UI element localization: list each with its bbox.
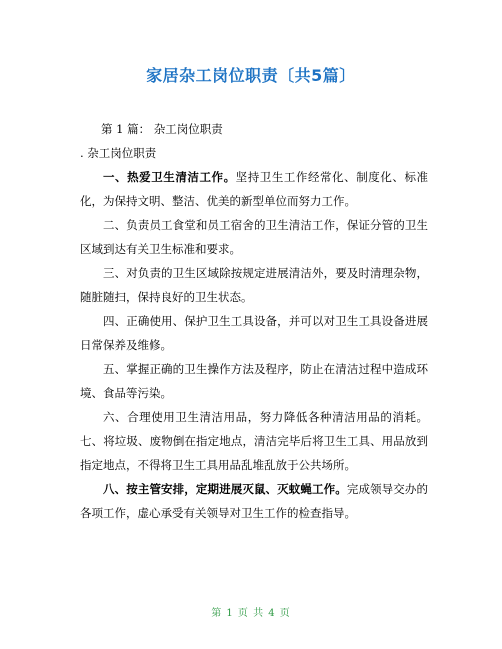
paragraph-6 <box>80 405 428 477</box>
paragraph-5-text: 五、掌握正确的卫生操作方法及程序，防止在清洁过程中造成环境、食品等污染。 <box>80 362 428 400</box>
paragraph-4 <box>80 309 428 357</box>
section-heading: 第 1 篇： 杂工岗位职责 <box>101 122 223 136</box>
paragraph-1-bold: 一、热爱卫生清洁工作。 <box>103 170 236 184</box>
document-title: 家居杂工岗位职责〔共5篇〕 <box>146 66 356 85</box>
paragraph-7-bold: 八、按主管安排，定期进展灭鼠、灭蚊蝇工作。 <box>103 482 347 496</box>
paragraph-4-text: 四、正确使用、保护卫生工具设备，并可以对卫生工具设备进展日常保养及维修。 <box>80 314 428 352</box>
paragraph-1-text: 坚持卫生工作经常化、制度化、标准化，为保持文明、整洁、优美的新型单位而努力工作。 <box>80 170 429 208</box>
document-body <box>80 117 428 525</box>
page-footer: 第 1 页 共 4 页 <box>211 608 291 619</box>
paragraph-5 <box>80 357 428 405</box>
paragraph-1 <box>80 165 428 213</box>
paragraph-2 <box>80 213 428 261</box>
paragraph-7 <box>80 477 428 525</box>
paragraph-2-text: 二、负责员工食堂和员工宿舍的卫生清洁工作，保证分管的卫生区域到达有关卫生标准和要求。 <box>80 218 428 256</box>
paragraph-3-text: 三、对负责的卫生区域除按规定进展清洁外，要及时清理杂物，随脏随扫，保持良好的卫生状态。 <box>80 266 428 304</box>
paragraph-6-text: 六、合理使用卫生清洁用品，努力降低各种清洁用品的消耗。 七、将垃圾、废物倒在指定地点，清洁完毕后将卫生工具、用品放到指定地点，不得将卫生工具用品乱堆乱放于公共场所。 <box>80 410 428 472</box>
paragraph-3 <box>80 261 428 309</box>
paragraph-7-text: 完成领导交办的各项工作，虚心承受有关领导对卫生工作的检查指导。 <box>80 482 429 520</box>
subheading: . 杂工岗位职责 <box>80 146 157 160</box>
